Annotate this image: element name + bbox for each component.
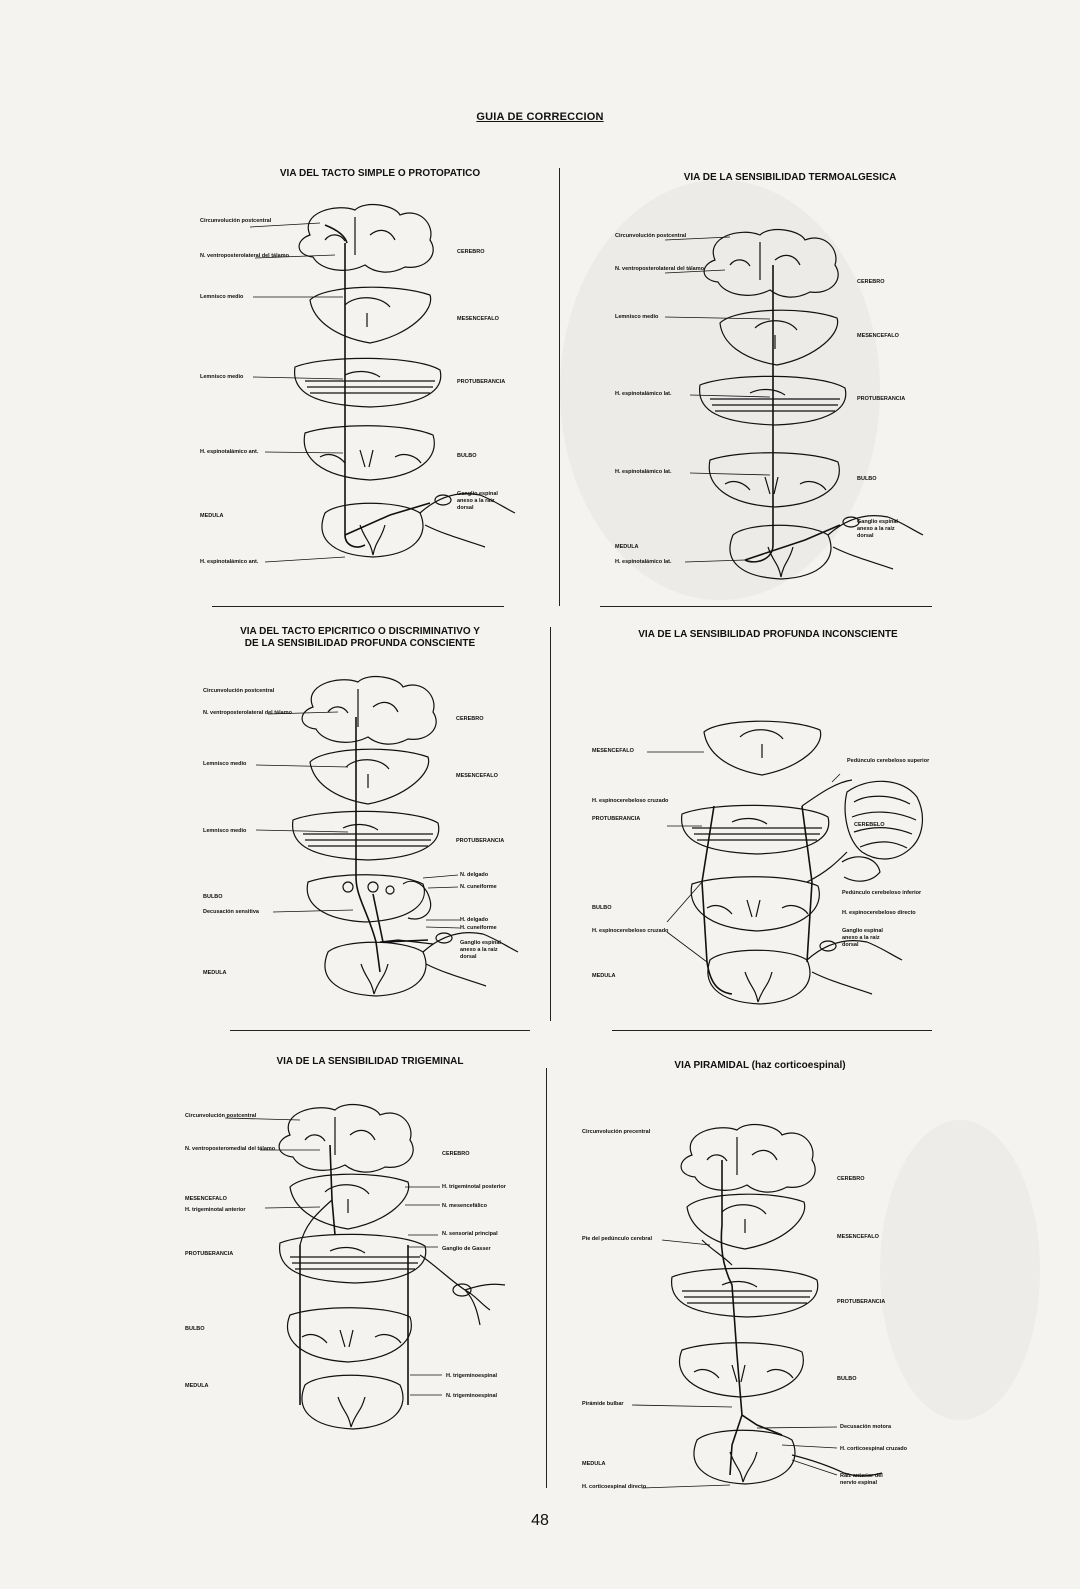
label-decusacion-motora: Decusación motora [840, 1424, 892, 1430]
label-corticoespinal-cruzado: H. corticoespinal cruzado [840, 1446, 907, 1452]
label-bulbo: BULBO [857, 476, 877, 482]
diagram-termoalgesica [605, 215, 935, 595]
page-title: GUIA DE CORRECCION [476, 111, 604, 123]
label-n-trigeminoespinal: N. trigeminoespinal [446, 1393, 498, 1399]
label-medula: MEDULA [203, 970, 227, 976]
label-medula: MEDULA [582, 1461, 606, 1467]
label-protuberancia: PROTUBERANCIA [857, 396, 906, 402]
label-medula: MEDULA [615, 544, 639, 550]
label-lemnisco-medio: Lemnisco medio [203, 828, 247, 834]
label-ganglio-espinal: Ganglio espinal [457, 491, 498, 497]
label-mesencefalo: MESENCEFALO [592, 748, 634, 754]
label-pedunculo-superior: Pedúnculo cerebeloso superior [847, 758, 930, 764]
label-mesencefalo: MESENCEFALO [456, 773, 498, 779]
diagram-trigeminal [180, 1105, 525, 1445]
label-lemnisco-medio: Lemnisco medio [615, 314, 659, 320]
label-h-cuneiforme: H. cuneiforme [460, 925, 497, 931]
label-medula: MEDULA [200, 513, 224, 519]
label-decusacion-sensitiva: Decusación sensitiva [203, 909, 259, 915]
label-cerebro: CEREBRO [442, 1151, 470, 1157]
label-mesencefalo: MESENCEFALO [837, 1234, 879, 1240]
label-ganglio-espinal: dorsal [457, 505, 474, 511]
label-medula: MEDULA [592, 973, 616, 979]
label-ganglio-espinal: Ganglio espinal [857, 519, 898, 525]
label-circunvolucion-postcentral: Circunvolución postcentral [615, 233, 687, 239]
label-bulbo: BULBO [457, 453, 477, 459]
label-protuberancia: PROTUBERANCIA [456, 838, 505, 844]
label-espinotalamico: H. espinotalámico ant. [200, 449, 259, 455]
label-protuberancia: PROTUBERANCIA [592, 816, 641, 822]
label-n-ventroposterolateral: N. ventroposterolateral del tálamo [200, 253, 289, 259]
horizontal-divider-1-left [212, 606, 504, 607]
label-trigeminotal-anterior: H. trigeminotal anterior [185, 1207, 246, 1213]
label-raiz-anterior: nervio espinal [840, 1480, 877, 1486]
panel-title-trigeminal: VIA DE LA SENSIBILIDAD TRIGEMINAL [276, 1056, 464, 1067]
horizontal-divider-1-right [600, 606, 932, 607]
label-circunvolucion-postcentral: Circunvolución postcentral [185, 1113, 257, 1119]
label-n-cuneiforme: N. cuneiforme [460, 884, 497, 890]
label-ganglio-espinal: dorsal [857, 533, 874, 539]
label-piramide-bulbar: Pirámide bulbar [582, 1401, 624, 1407]
panel-title-protopatico: VIA DEL TACTO SIMPLE O PROTOPATICO [279, 168, 481, 179]
label-espinotalamico-lat: H. espinotalámico lat. [615, 559, 672, 565]
label-circunvolucion-postcentral: Circunvolución postcentral [200, 218, 272, 224]
label-n-mesencefalico: N. mesencefálico [442, 1203, 487, 1209]
label-pie-pedunculo: Pie del pedúnculo cerebral [582, 1236, 652, 1242]
label-bulbo: BULBO [185, 1326, 205, 1332]
label-cerebro: CEREBRO [457, 249, 485, 255]
vertical-divider-middle [550, 627, 551, 1021]
label-protuberancia: PROTUBERANCIA [837, 1299, 886, 1305]
vertical-divider-bottom [546, 1068, 547, 1488]
panel-title-termoalgesica: VIA DE LA SENSIBILIDAD TERMOALGESICA [683, 172, 897, 183]
label-n-ventroposterolateral: N. ventroposterolateral del tálamo [615, 266, 704, 272]
label-circunvolucion-postcentral: Circunvolución postcentral [203, 688, 275, 694]
label-ganglio-espinal: Ganglio espinal [460, 940, 501, 946]
label-ganglio-espinal: anexo a la raíz [842, 935, 880, 941]
diagram-protopatico [195, 195, 525, 575]
label-bulbo: BULBO [592, 905, 612, 911]
label-ganglio-espinal: Ganglio espinal [842, 928, 883, 934]
label-cerebro: CEREBRO [456, 716, 484, 722]
label-corticoespinal-directo: H. corticoespinal directo [582, 1484, 647, 1490]
label-ganglio-espinal: dorsal [460, 954, 477, 960]
label-cerebro: CEREBRO [837, 1176, 865, 1182]
label-raiz-anterior: Raíz anterior del [840, 1473, 883, 1479]
label-h-delgado: H. delgado [460, 917, 489, 923]
label-cerebelo: CEREBELO [854, 822, 885, 828]
label-ganglio-espinal: anexo a la raíz [457, 498, 495, 504]
label-lemnisco-medio: Lemnisco medio [200, 294, 244, 300]
label-espinotalamico-lat: H. espinotalámico lat. [615, 391, 672, 397]
label-bulbo: BULBO [837, 1376, 857, 1382]
label-n-ventroposterolateral: N. ventroposterolateral del tálamo [203, 710, 292, 716]
label-n-delgado: N. delgado [460, 872, 489, 878]
label-lemnisco-medio: Lemnisco medio [203, 761, 247, 767]
label-ganglio-espinal: anexo a la raíz [857, 526, 895, 532]
diagram-profunda-inconsciente [592, 722, 942, 1022]
label-medula: MEDULA [185, 1383, 209, 1389]
label-bulbo: BULBO [203, 894, 223, 900]
label-pedunculo-inferior: Pedúnculo cerebeloso inferior [842, 890, 922, 896]
label-cerebro: CEREBRO [857, 279, 885, 285]
page-number: 48 [531, 1512, 549, 1529]
label-espinocerebeloso-directo: H. espinocerebeloso directo [842, 910, 916, 916]
panel-title-profunda-inconsciente: VIA DE LA SENSIBILIDAD PROFUNDA INCONSCIENTE [638, 629, 898, 640]
label-ganglio-gasser: Ganglio de Gasser [442, 1246, 491, 1252]
panel-title-epicritico-line-2: DE LA SENSIBILIDAD PROFUNDA CONSCIENTE [244, 638, 476, 649]
label-espinocerebeloso-cruzado: H. espinocerebeloso cruzado [592, 798, 669, 804]
panel-title-epicritico-line-1: VIA DEL TACTO EPICRITICO O DISCRIMINATIVO Y [240, 626, 480, 637]
label-trigeminoespinal: H. trigeminoespinal [446, 1373, 498, 1379]
label-lemnisco-medio: Lemnisco medio [200, 374, 244, 380]
label-mesencefalo: MESENCEFALO [857, 333, 899, 339]
label-n-sensorial-principal: N. sensorial principal [442, 1231, 498, 1237]
label-n-ventroposteromedial: N. ventroposteromedial del tálamo [185, 1146, 276, 1152]
label-protuberancia: PROTUBERANCIA [457, 379, 506, 385]
label-espinotalamico: H. espinotalámico ant. [200, 559, 259, 565]
label-espinocerebeloso-cruzado: H. espinocerebeloso cruzado [592, 928, 669, 934]
label-mesencefalo: MESENCEFALO [185, 1196, 227, 1202]
horizontal-divider-2-right [612, 1030, 932, 1031]
label-mesencefalo: MESENCEFALO [457, 316, 499, 322]
panel-title-piramidal: VIA PIRAMIDAL (haz corticoespinal) [674, 1060, 846, 1071]
label-ganglio-espinal: dorsal [842, 942, 859, 948]
diagram-epicritico [198, 672, 528, 1012]
label-circunvolucion-precentral: Circunvolución precentral [582, 1129, 651, 1135]
label-espinotalamico-lat: H. espinotalámico lat. [615, 469, 672, 475]
horizontal-divider-2-left [230, 1030, 530, 1031]
diagram-piramidal [582, 1115, 927, 1505]
label-protuberancia: PROTUBERANCIA [185, 1251, 234, 1257]
label-ganglio-espinal: anexo a la raíz [460, 947, 498, 953]
label-trigeminotal-posterior: H. trigeminotal posterior [442, 1184, 506, 1190]
